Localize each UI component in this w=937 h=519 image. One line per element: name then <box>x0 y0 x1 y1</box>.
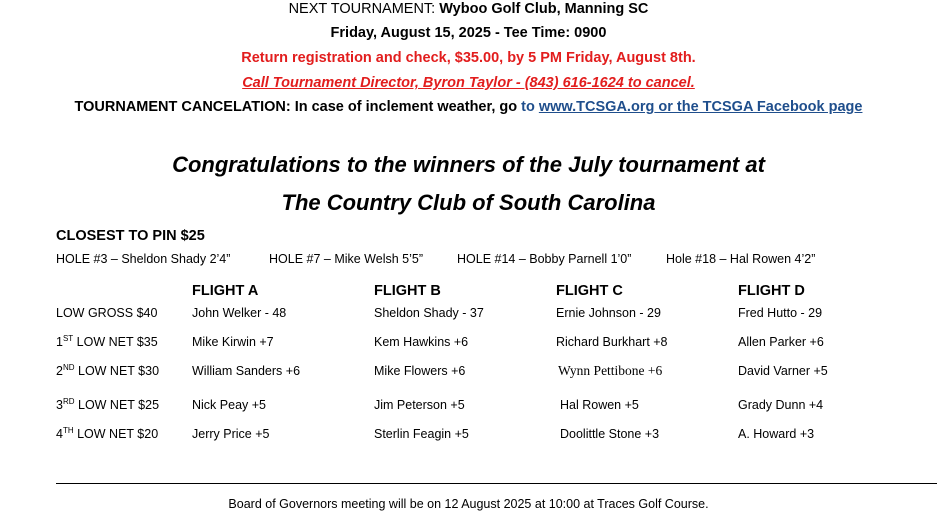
flight-c-header: FLIGHT C <box>556 283 623 299</box>
result-label-rest: LOW NET $30 <box>74 364 160 378</box>
result-label-rest: LOW NET $35 <box>73 335 158 349</box>
result-label-main: LOW GROSS $40 <box>56 306 158 320</box>
result-label <box>56 335 158 349</box>
winner-cell: Jim Peterson +5 <box>374 398 465 412</box>
ordinal-suffix: RD <box>62 397 75 406</box>
flight-d-header: FLIGHT D <box>738 283 805 299</box>
winner-cell: Jerry Price +5 <box>192 427 270 441</box>
website-link[interactable]: www.TCSGA.org <box>538 99 655 115</box>
flight-b-header: FLIGHT B <box>374 283 441 299</box>
winner-cell: Mike Kirwin +7 <box>192 335 274 349</box>
congrats-line-2: The Country Club of South Carolina <box>281 190 656 215</box>
winner-cell: Grady Dunn +4 <box>738 398 824 412</box>
result-label-rest: LOW NET $25 <box>74 398 160 412</box>
cancel-notice: Call Tournament Director, Byron Taylor - (843) 616-1624 to cancel. <box>242 75 695 91</box>
winner-cell: Allen Parker +6 <box>738 335 824 349</box>
hole-7-result: HOLE #7 – Mike Welsh 5’5” <box>269 252 423 266</box>
winner-cell: William Sanders +6 <box>192 364 301 378</box>
winner-cell: John Welker - 48 <box>192 306 287 320</box>
winner-cell: Fred Hutto - 29 <box>738 306 823 320</box>
result-label-main: 4 <box>56 427 63 441</box>
winner-cell: Nick Peay +5 <box>192 398 266 412</box>
cancelation-label: TOURNAMENT CANCELATION <box>74 99 286 115</box>
next-tournament-line <box>0 1 937 17</box>
result-label-main: 2 <box>56 364 63 378</box>
cancelation-text: : In case of inclement weather, go <box>285 99 522 115</box>
footer-note: Board of Governors meeting will be on 12 August 2025 at 10:00 at Traces Golf Course. <box>228 497 709 511</box>
divider <box>56 483 937 484</box>
hole-14-result: HOLE #14 – Bobby Parnell 1’0” <box>457 252 632 266</box>
result-label-rest: LOW NET $20 <box>73 427 159 441</box>
result-label <box>56 364 159 378</box>
ordinal-suffix: ND <box>62 363 75 372</box>
hole-18-result: Hole #18 – Hal Rowen 4’2” <box>666 252 816 266</box>
winner-cell: Sterlin Feagin +5 <box>374 427 469 441</box>
result-label <box>56 398 159 412</box>
winner-cell: Mike Flowers +6 <box>374 364 466 378</box>
ordinal-suffix: TH <box>62 426 74 435</box>
congrats-line-1: Congratulations to the winners of the July tournament at <box>172 152 765 177</box>
registration-notice: Return registration and check, $35.00, by 5 PM Friday, August 8th. <box>241 50 696 66</box>
closest-to-pin-title: CLOSEST TO PIN $25 <box>56 228 205 244</box>
winner-cell: Wynn Pettibone +6 <box>558 363 663 378</box>
result-label <box>56 427 158 441</box>
result-label-main: 3 <box>56 398 63 412</box>
winner-cell: Doolittle Stone +3 <box>560 427 660 441</box>
ordinal-suffix: ST <box>62 334 74 343</box>
to-word: to <box>521 99 539 115</box>
flight-a-header: FLIGHT A <box>192 283 259 299</box>
winner-cell: Sheldon Shady - 37 <box>374 306 484 320</box>
next-tournament-venue: Wyboo Golf Club, Manning SC <box>439 1 649 17</box>
facebook-link[interactable]: or the TCSGA Facebook page <box>654 99 863 115</box>
cancelation-line <box>0 99 937 115</box>
winner-cell: Ernie Johnson - 29 <box>556 306 661 320</box>
hole-3-result: HOLE #3 – Sheldon Shady 2’4” <box>56 252 231 266</box>
tournament-date: Friday, August 15, 2025 - Tee Time: 0900 <box>330 25 607 41</box>
winner-cell: A. Howard +3 <box>738 427 815 441</box>
winner-cell: Richard Burkhart +8 <box>556 335 668 349</box>
result-label <box>56 306 157 320</box>
winner-cell: Hal Rowen +5 <box>560 398 639 412</box>
winner-cell: David Varner +5 <box>738 364 828 378</box>
result-label-main: 1 <box>56 335 63 349</box>
next-tournament-label: NEXT TOURNAMENT: <box>288 1 440 17</box>
winner-cell: Kem Hawkins +6 <box>374 335 469 349</box>
